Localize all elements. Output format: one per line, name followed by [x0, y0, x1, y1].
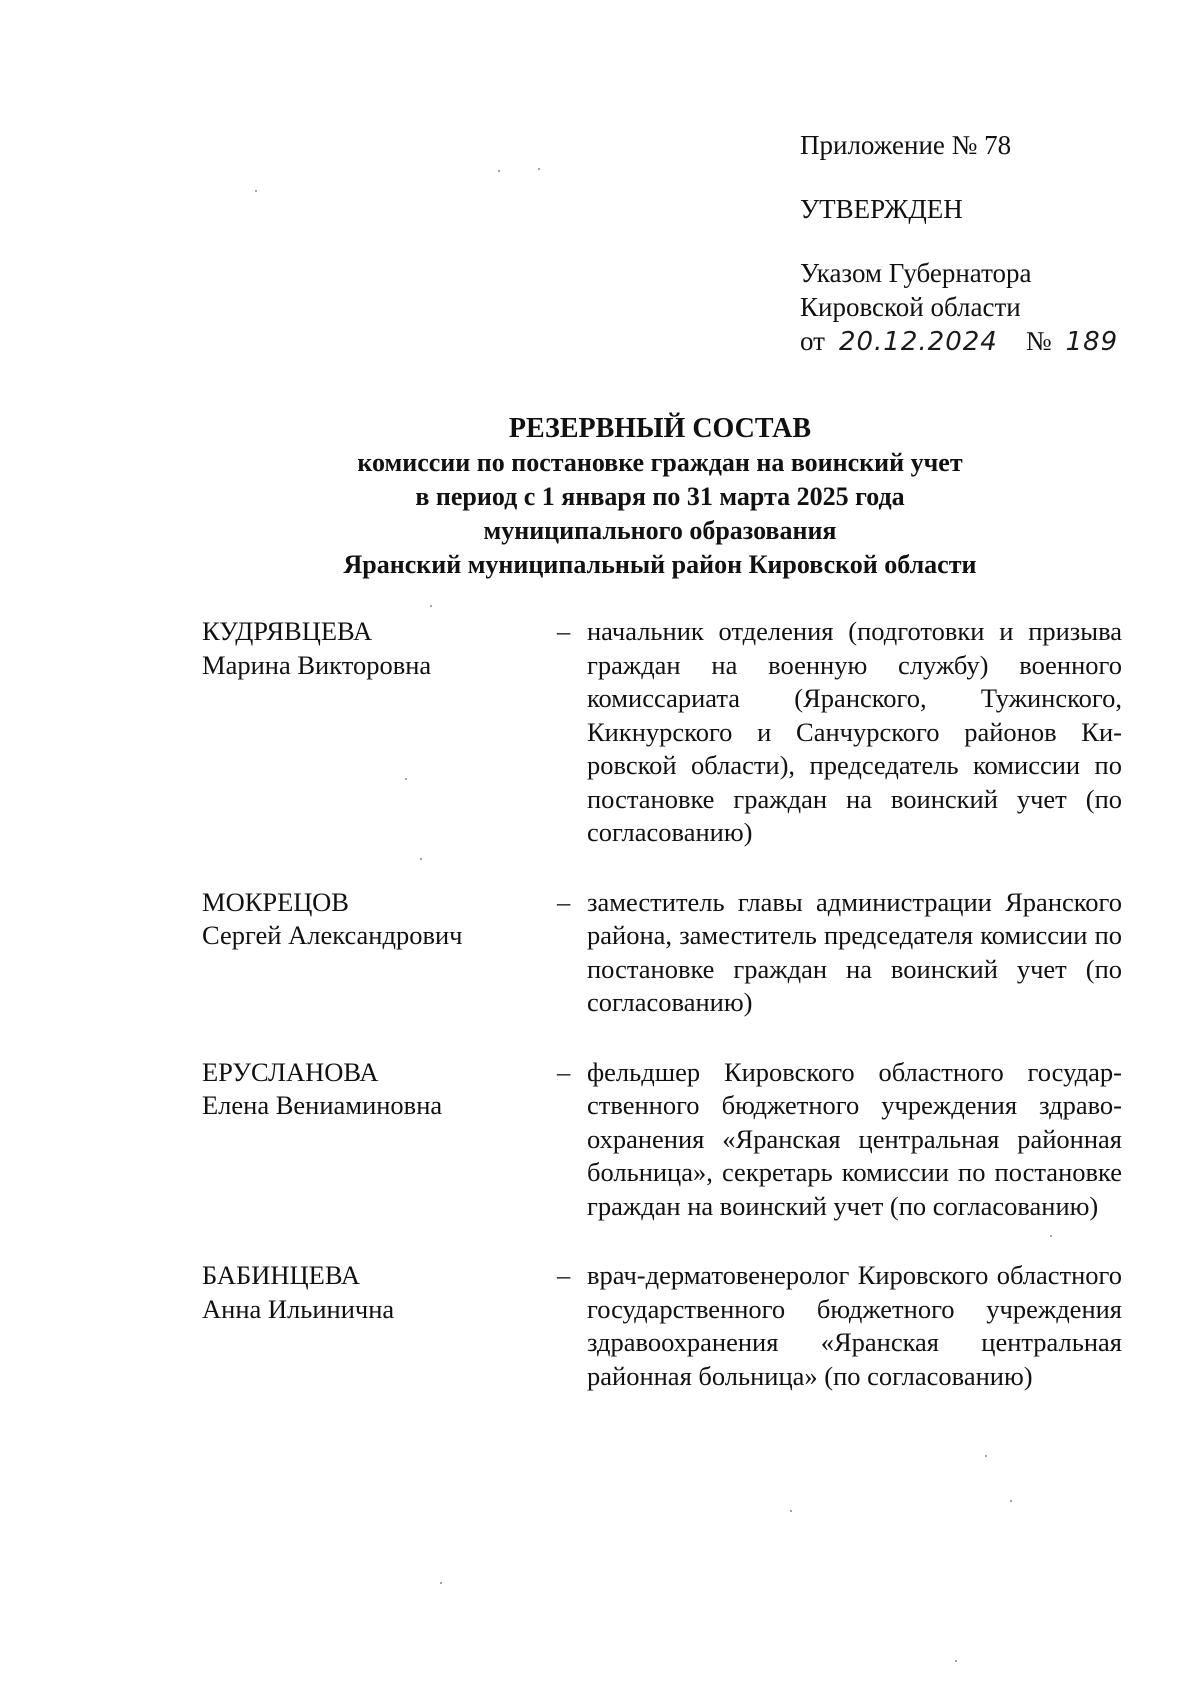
appendix-label: Приложение № 78 [800, 130, 1012, 160]
member-entry [202, 615, 1122, 850]
scan-speck [255, 190, 257, 192]
member-entry [202, 1056, 1122, 1224]
member-dash: – [557, 886, 571, 917]
decree-line-1: Указом Губернатора [800, 258, 1032, 288]
member-name [202, 886, 557, 1020]
approval-block [800, 128, 1140, 359]
members-list [202, 615, 1122, 1429]
member-given-names: Анна Ильинична [202, 1293, 395, 1324]
title-main: РЕЗЕРВНЫЙ СОСТАВ [508, 413, 812, 444]
member-dash: – [557, 1056, 571, 1087]
member-description: начальник отделения (подготовки и призыва граждан на военную службу) военного комиссариата (Яранского, Тужинского, Кикнурского и Санчурского районов Кировской области), председатель комиссии по постановке граждан на воинский учет (по согласованию) [587, 616, 1122, 847]
member-entry [202, 1259, 1122, 1393]
member-description: заместитель главы администрации Яранского района, заместитель председателя комиссии по постановке граждан на воинский учет (по согласованию) [587, 886, 1122, 1017]
scan-speck [420, 858, 422, 860]
decree-line-2: Кировской области [800, 292, 1021, 322]
scan-speck [790, 1510, 792, 1512]
title-line-5: Яранский муниципальный район Кировской области [343, 550, 977, 579]
member-description: врач-дерматовенеролог Кировского областного государственного бюджетного учреждения здравоохранения «Яранская центральная районная больница» (по согласованию) [587, 1260, 1122, 1391]
member-surname: БАБИНЦЕВА [202, 1260, 360, 1290]
approved-label: УТВЕРЖДЕН [800, 194, 963, 224]
member-given-names: Елена Вениаминовна [202, 1090, 443, 1120]
scan-speck [440, 1582, 442, 1584]
member-entry [202, 886, 1122, 1020]
member-name [202, 1259, 557, 1393]
member-surname: КУДРЯВЦЕВА [202, 616, 373, 646]
member-dash: – [557, 1260, 571, 1290]
scan-speck [538, 168, 540, 170]
number-label: № [1025, 326, 1052, 356]
scan-speck [430, 605, 432, 607]
title-line-2: комиссии по постановке граждан на воинский учет [357, 448, 963, 477]
handwritten-number: 189 [1065, 327, 1119, 357]
member-dash: – [557, 616, 571, 646]
member-surname: МОКРЕЦОВ [202, 886, 349, 917]
scan-speck [1010, 1500, 1012, 1502]
scan-speck [405, 778, 407, 780]
member-given-names: Сергей Александрович [202, 920, 463, 950]
scan-speck [498, 170, 500, 172]
member-description: фельдшер Кировского областного государственного бюджетного учреждения здравоохранения «Яранская центральная районная больница», секретарь комиссии по постановке граждан на воинский учет (по согласованию) [587, 1056, 1122, 1221]
decree-block [800, 256, 1140, 359]
member-name [202, 1056, 557, 1224]
date-prefix: от [800, 326, 825, 356]
scan-speck [1050, 1235, 1052, 1237]
member-name [202, 615, 557, 850]
member-surname: ЕРУСЛАНОВА [202, 1056, 379, 1087]
title-line-4: муниципального образования [483, 516, 837, 545]
handwritten-date: 20.12.2024 [838, 327, 998, 357]
title-line-3: в период с 1 января по 31 марта 2025 года [415, 482, 905, 511]
decree-date-line [800, 324, 1140, 359]
document-title [150, 412, 1170, 582]
scan-speck [985, 1455, 987, 1457]
scan-speck [955, 1660, 957, 1662]
member-given-names: Марина Викторовна [202, 649, 432, 680]
